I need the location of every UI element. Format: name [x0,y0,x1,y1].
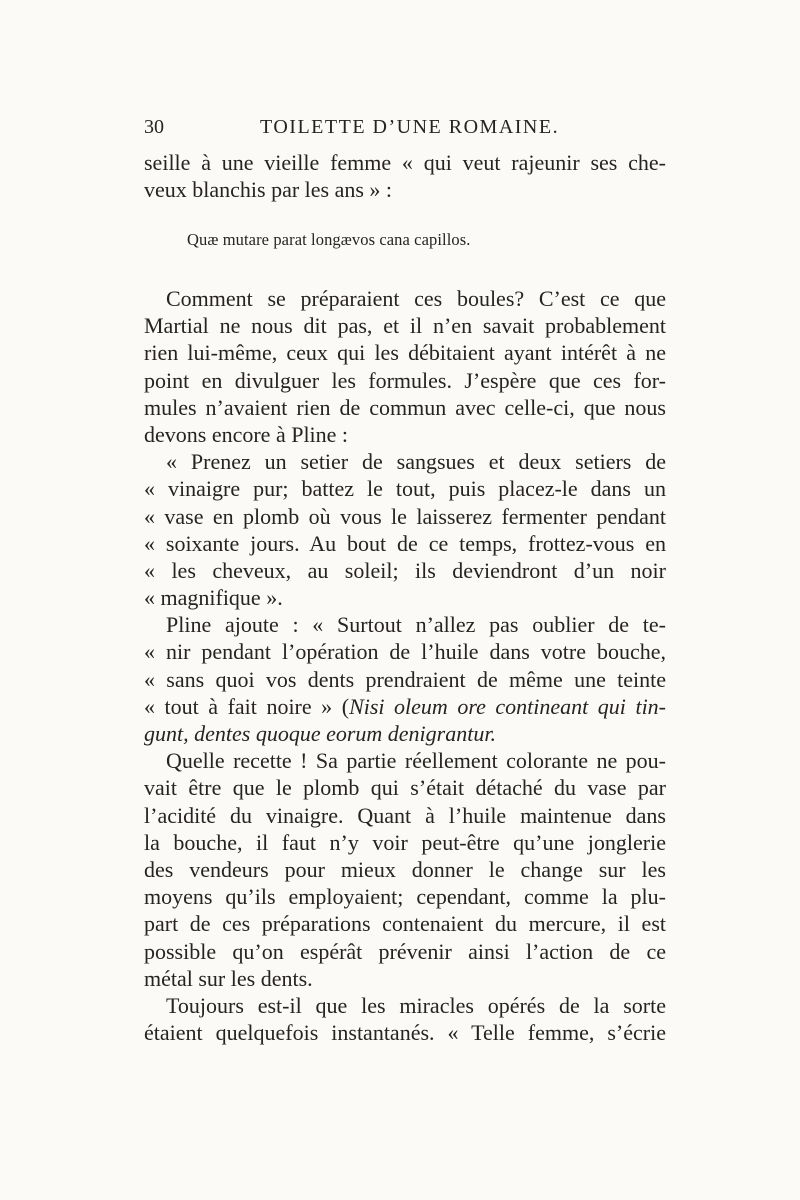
text-line: rien lui-même, ceux qui les débitaient ayant intérêt à ne [144,340,666,366]
text-line: seille à une vieille femme « qui veut rajeunir ses che- [144,150,666,175]
text-line: Comment se préparaient ces boules? C’est ce que [166,286,666,311]
text-line: « Prenez un setier de sangsues et deux setiers de [166,449,666,475]
running-header [144,116,664,146]
text-line: Toujours est-il que les miracles opérés de la sorte [166,992,666,1018]
opening-paragraph [144,149,666,203]
text-line: « sans quoi vos dents prendraient de même une teinte [144,666,666,692]
text-line: devons encore à Pline : [144,421,349,447]
text-line: étaient quelquefois instantanés. « Telle femme, s’écrie [144,1020,666,1046]
latin-citation: Nisi oleum ore contineant qui tin- [349,693,667,719]
text-line: « vase en plomb où vous le laisserez fermenter pendant [144,503,666,529]
text-line: mules n’avaient rien de commun avec celle-ci, que nous [144,394,666,420]
text-segment: « tout à fait noire » ( [144,693,350,719]
page-number: 30 [144,116,164,138]
text-line: la bouche, il faut n’y voir peut-être qu’une jonglerie [144,829,666,855]
main-body [144,285,666,1046]
running-title: TOILETTE D’UNE ROMAINE. [260,116,560,138]
text-line: « nir pendant l’opération de l’huile dans votre bouche, [144,639,666,665]
latin-quotation: Quæ mutare parat longævos cana capillos. [187,230,471,249]
text-line: « soixante jours. Au bout de ce temps, frottez-vous en [144,530,666,556]
text-line: Pline ajoute : « Surtout n’allez pas oublier de te- [166,612,666,638]
text-line: possible qu’on espérât prévenir ainsi l’action de ce [144,938,666,964]
text-line: métal sur les dents. [144,965,313,991]
text-line: des vendeurs pour mieux donner le change sur les [144,856,666,882]
text-line: « les cheveux, au soleil; ils deviendront d’un noir [144,557,666,583]
text-line: Martial ne nous dit pas, et il n’en savait probablement [144,313,666,339]
text-line: point en divulguer les formules. J’espère que ces for- [144,367,666,393]
text-line: « magnifique ». [144,585,283,611]
text-line: moyens qu’ils employaient; cependant, comme la plu- [144,884,666,910]
text-line [144,720,666,747]
text-line: « vinaigre pur; battez le tout, puis placez-le dans un [144,476,666,502]
latin-citation: gunt, dentes quoque eorum denigrantur. [144,721,496,746]
text-line: veux blanchis par les ans » : [144,177,393,203]
text-line: l’acidité du vinaigre. Quant à l’huile maintenue dans [144,802,666,828]
text-line: Quelle recette ! Sa partie réellement colorante ne pou- [166,748,666,774]
text-line: part de ces préparations contenaient du mercure, il est [144,911,666,937]
text-line-mixed [144,693,666,720]
text-line: vait être que le plomb qui s’était détaché du vase par [144,775,666,801]
